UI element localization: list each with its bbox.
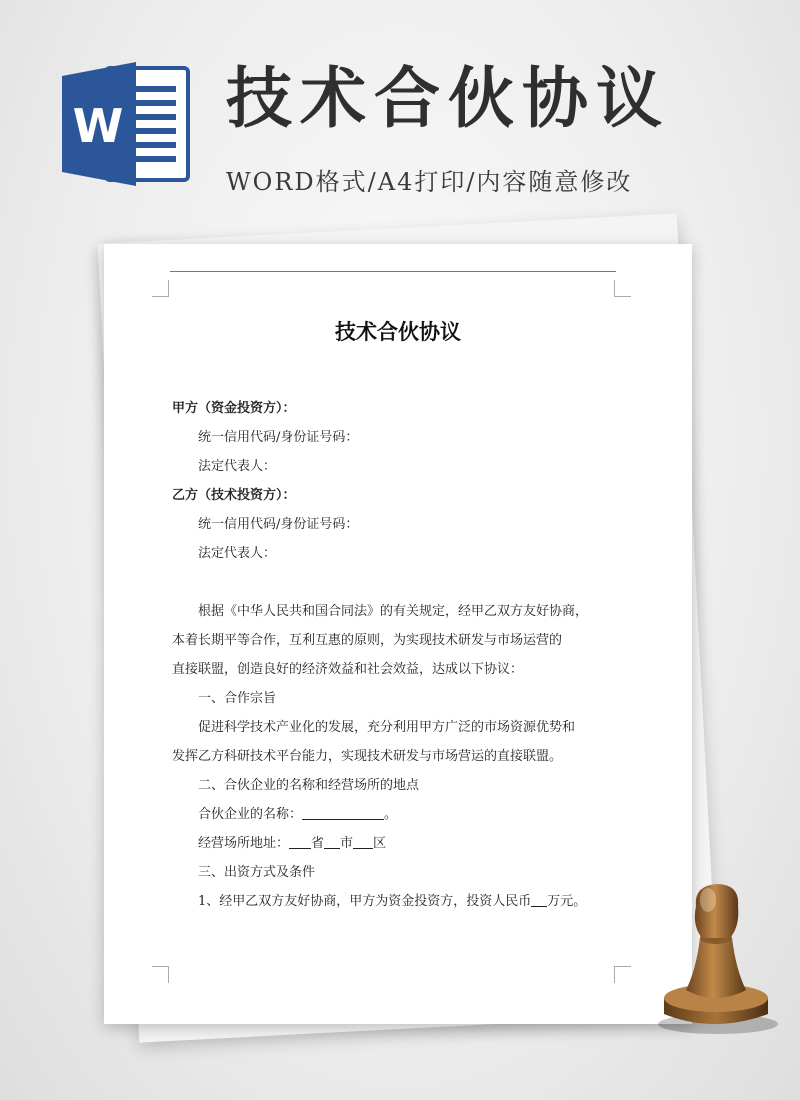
company-name-blank[interactable] (302, 805, 384, 820)
party-b-legal-rep: 法定代表人： (198, 546, 277, 561)
investment-amount-blank[interactable] (531, 892, 547, 907)
document-title: 技术合伙协议 (335, 320, 461, 344)
province-blank[interactable] (289, 834, 311, 849)
city-label: 市 (340, 836, 354, 851)
document-page (104, 244, 692, 1024)
party-b-credit-code: 统一信用代码/身份证号码： (198, 517, 359, 532)
party-a-legal-rep: 法定代表人： (198, 459, 277, 474)
section3-item1-text: 1、经甲乙双方友好协商，甲方为资金投资方，投资人民币 (198, 894, 532, 909)
section3-item1 (172, 887, 632, 916)
section3-heading: 三、出资方式及条件 (198, 865, 316, 880)
party-b-label: 乙方（技术投资方）： (172, 488, 296, 503)
party-a-credit-code: 统一信用代码/身份证号码： (198, 430, 359, 445)
intro-line: 本着长期平等合作，互利互惠的原则，为实现技术研发与市场运营的 (172, 633, 563, 648)
district-label: 区 (373, 836, 387, 851)
word-icon-letter: W (72, 99, 124, 153)
intro-line: 直接联盟，创造良好的经济效益和社会效益，达成以下协议： (172, 662, 524, 677)
header-rule (170, 271, 616, 272)
party-a-label: 甲方（资金投资方）： (172, 401, 296, 416)
intro-line: 根据《中华人民共和国合同法》的有关规定，经甲乙双方友好协商， (198, 604, 589, 619)
section1-line: 发挥乙方科研技术平台能力，实现技术研发与市场营运的直接联盟。 (172, 749, 563, 764)
company-name-line (172, 800, 632, 829)
promo-header (0, 0, 800, 230)
section3-item1-unit: 万元。 (547, 894, 587, 909)
promo-title: 技术合伙协议 (226, 60, 670, 137)
address-label: 经营场所地址： (198, 836, 290, 851)
address-line (172, 829, 632, 858)
city-blank[interactable] (324, 834, 340, 849)
word-app-icon (62, 62, 192, 186)
margin-mark-top-right (614, 280, 631, 297)
company-name-label: 合伙企业的名称： (198, 807, 303, 822)
margin-mark-bottom-right (614, 966, 631, 983)
district-blank[interactable] (353, 834, 373, 849)
margin-mark-top-left (152, 280, 169, 297)
document-body (172, 394, 632, 916)
promo-subtitle: WORD格式/A4打印/内容随意修改 (226, 168, 633, 196)
province-label: 省 (311, 836, 325, 851)
wooden-stamp-icon (650, 878, 780, 1038)
section1-line: 促进科学技术产业化的发展，充分利用甲方广泛的市场资源优势和 (198, 720, 576, 735)
section1-heading: 一、合作宗旨 (198, 691, 277, 706)
section2-heading: 二、合伙企业的名称和经营场所的地点 (198, 778, 420, 793)
company-name-end: 。 (384, 807, 398, 822)
margin-mark-bottom-left (152, 966, 169, 983)
